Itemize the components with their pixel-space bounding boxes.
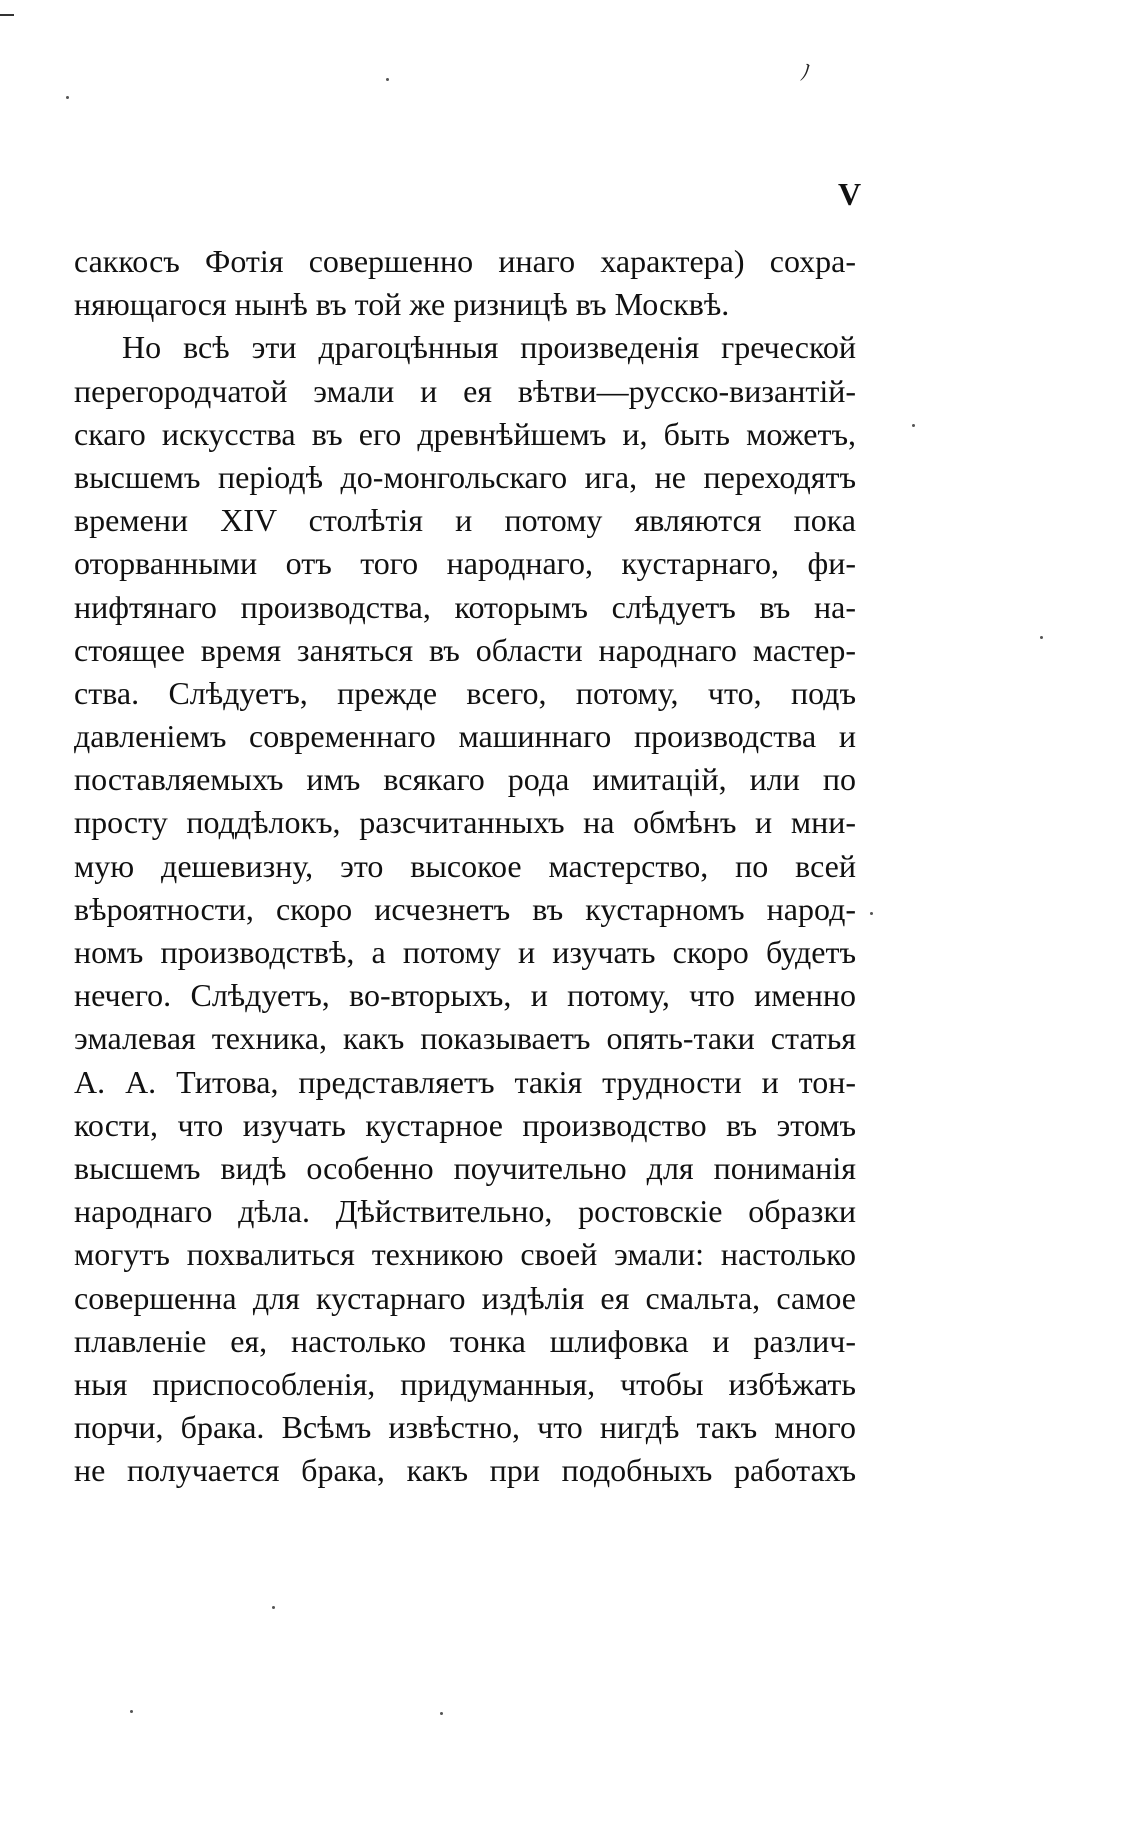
text-line: няющагося нынѣ въ той же ризницѣ въ Москвѣ. <box>74 286 730 323</box>
scan-speck <box>272 1606 275 1609</box>
text-line: вѣроятности, скоро исчезнетъ въ кустарномъ народ- <box>74 890 856 927</box>
scan-speck <box>870 912 873 915</box>
scan-speck <box>66 96 69 99</box>
text-line: просту поддѣлокъ, разсчитанныхъ на обмѣнъ и мни- <box>74 804 856 841</box>
text-line: Но всѣ эти драгоцѣнныя произведенія греческой <box>122 329 856 366</box>
text-line: эмалевая техника, какъ показываетъ опять-таки статья <box>74 1020 856 1057</box>
scan-speck <box>386 78 389 81</box>
text-line: кости, что изучать кустарное производство въ этомъ <box>74 1106 856 1143</box>
text-line: совершенна для кустарнаго издѣлія ея смальта, самое <box>74 1279 856 1316</box>
text-line: оторванными отъ того народнаго, кустарнаго, фи- <box>74 545 856 582</box>
text-line: плавленіе ея, настолько тонка шлифовка и различ- <box>74 1322 856 1359</box>
text-line: не получается брака, какъ при подобныхъ работахъ <box>74 1452 856 1489</box>
text-line: А. А. Титова, представляетъ такія трудности и тон- <box>74 1063 856 1100</box>
text-line: скаго искусства въ его древнѣйшемъ и, быть можетъ, <box>74 415 856 452</box>
page-number: V <box>838 176 862 212</box>
text-line: перегородчатой эмали и ея вѣтви—русско-византій- <box>74 372 856 409</box>
scan-speck <box>912 424 915 427</box>
scan-speck <box>130 1710 133 1713</box>
text-line: могутъ похвалиться техникою своей эмали: настолько <box>74 1236 856 1273</box>
text-line: нифтянаго производства, которымъ слѣдуетъ въ на- <box>74 588 856 625</box>
text-line: времени XIV столѣтія и потому являются пока <box>74 502 856 539</box>
scan-speck <box>1040 636 1043 639</box>
text-line: порчи, брака. Всѣмъ извѣстно, что нигдѣ такъ много <box>74 1409 856 1446</box>
scan-speck <box>440 1712 443 1715</box>
body-text <box>74 240 856 1492</box>
text-line: нечего. Слѣдуетъ, во-вторыхъ, и потому, что именно <box>74 977 856 1014</box>
text-line: высшемъ періодѣ до-монгольскаго ига, не переходятъ <box>74 458 856 495</box>
text-line: ства. Слѣдуетъ, прежде всего, потому, что, подъ <box>74 674 856 711</box>
text-line: саккосъ Фотія совершенно инаго характера) сохра- <box>74 243 856 279</box>
text-line: народнаго дѣла. Дѣйствительно, ростовскіе образки <box>74 1193 856 1230</box>
text-line: поставляемыхъ имъ всякаго рода имитацій, или по <box>74 761 856 798</box>
text-line: номъ производствѣ, а потому и изучать скоро будетъ <box>74 934 856 970</box>
scan-edge-mark <box>0 14 14 16</box>
text-line: стоящее время заняться въ области народнаго мастер- <box>74 631 856 668</box>
text-line: мую дешевизну, это высокое мастерство, по всей <box>74 847 856 884</box>
text-line: ныя приспособленія, придуманныя, чтобы избѣжать <box>74 1365 856 1402</box>
text-line: высшемъ видѣ особенно поучительно для пониманія <box>74 1149 856 1186</box>
top-ink-mark: ﾉ <box>800 60 812 85</box>
text-line: давленіемъ современнаго машиннаго производства и <box>74 718 856 755</box>
